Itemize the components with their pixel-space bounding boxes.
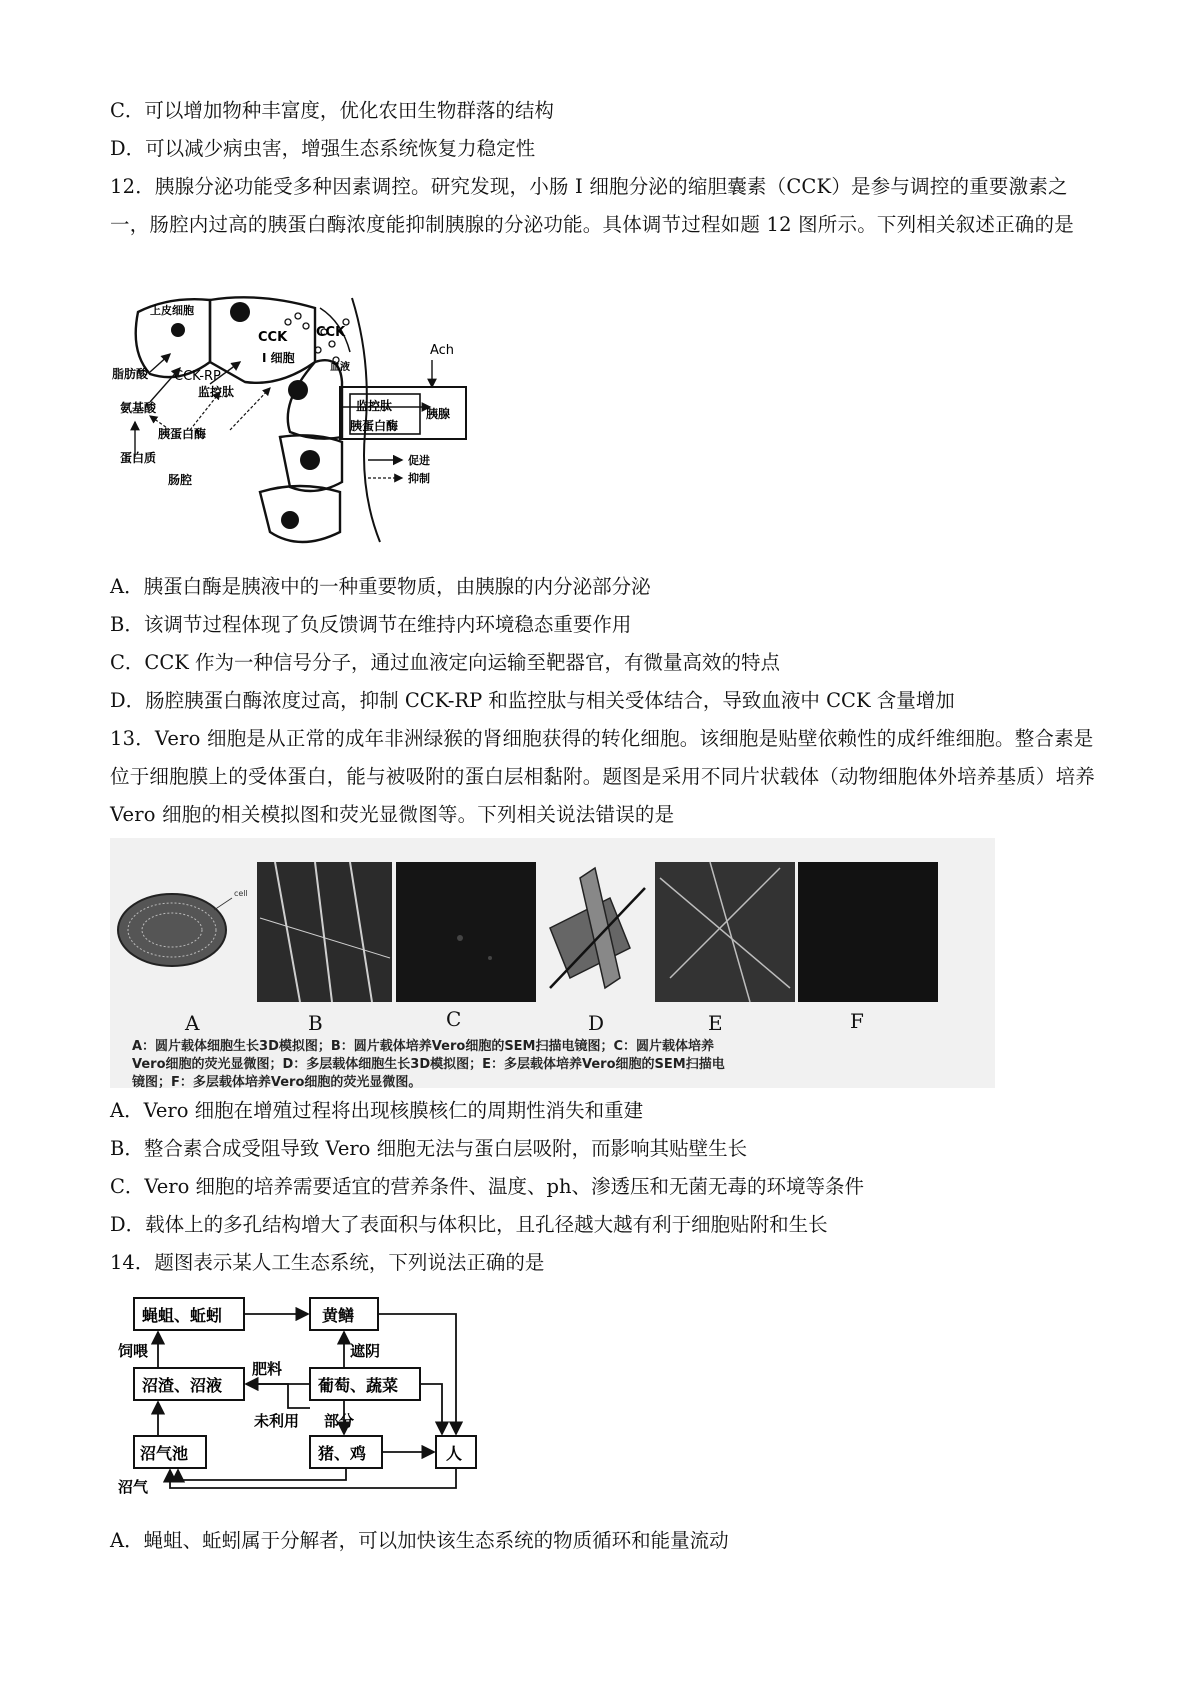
label-fatty-acid: 脂肪酸 — [112, 367, 149, 381]
caption-line-1: A：圆片载体细胞生长3D模拟图；B：圆片载体培养Vero细胞的SEM扫描电镜图；C：圆片载体培养 — [132, 1039, 715, 1054]
label-unused: 未利用 — [254, 1412, 300, 1430]
legend-promote: 促进 — [408, 454, 430, 467]
label-a: A — [185, 1011, 200, 1035]
q14-stem: 14．题图表示某人工生态系统，下列说法正确的是 — [110, 1251, 545, 1274]
q13-option-d: D．载体上的多孔结构增大了表面积与体积比，且孔径越大越有利于细胞贴附和生长 — [110, 1213, 828, 1236]
panel-f-fluorescence — [798, 862, 938, 1002]
label-amino-acid: 氨基酸 — [120, 401, 157, 415]
legend-inhibit: 抑制 — [408, 472, 430, 485]
label-ach: Ach — [430, 343, 455, 358]
panel-c-fluorescence — [396, 862, 536, 1002]
nucleus — [281, 511, 299, 529]
text-residue: 沼渣、沼液 — [142, 1376, 223, 1395]
nucleus — [171, 323, 185, 337]
nucleus — [288, 380, 308, 400]
label-biogas: 沼气 — [118, 1478, 149, 1496]
q13-option-b: B．整合素合成受阻导致 Vero 细胞无法与蛋白层吸附，而影响其贴壁生长 — [110, 1137, 748, 1160]
q12-option-b: B．该调节过程体现了负反馈调节在维持内环境稳态重要作用 — [110, 613, 632, 636]
text-pigs: 猪、鸡 — [318, 1444, 367, 1463]
caption-line-3: 镜图；F：多层载体培养Vero细胞的荧光显微图。 — [132, 1075, 422, 1088]
text-human: 人 — [446, 1444, 463, 1463]
q11-option-c: C．可以增加物种丰富度，优化农田生物群落的结构 — [110, 99, 554, 122]
label-shade: 遮阴 — [350, 1342, 381, 1360]
caption-line-2: Vero细胞的荧光显微图；D：多层载体细胞生长3D模拟图；E：多层载体培养Vero细胞的SEM扫描电 — [132, 1057, 725, 1072]
q12-option-d: D．肠腔胰蛋白酶浓度过高，抑制 CCK-RP 和监控肽与相关受体结合，导致血液中 CCK 含量增加 — [110, 689, 955, 712]
text-grapes: 葡萄、蔬菜 — [318, 1376, 399, 1395]
label-e: E — [708, 1011, 723, 1035]
label-cck-mid: CCK — [316, 325, 346, 340]
q12-option-c: C．CCK 作为一种信号分子，通过血液定向运输至靶器官，有微量高效的特点 — [110, 651, 781, 674]
q11-option-d: D．可以减少病虫害，增强生态系统恢复力稳定性 — [110, 137, 536, 160]
label-protein: 蛋白质 — [120, 451, 157, 465]
label-b: B — [308, 1011, 323, 1035]
panel-a-cell-tag: cell — [234, 889, 248, 898]
label-part: 部分 — [324, 1412, 355, 1430]
label-monitor-peptide: 监控肽 — [198, 385, 235, 399]
nucleus — [300, 450, 320, 470]
epithelial-cell-4 — [260, 486, 340, 542]
label-f: F — [850, 1009, 864, 1033]
q14-option-a: A．蝇蛆、蚯蚓属于分解者，可以加快该生态系统的物质循环和能量流动 — [110, 1529, 729, 1552]
label-i-cell: I 细胞 — [262, 351, 295, 365]
label-trypsin: 胰蛋白酶 — [158, 427, 207, 441]
q13-stem: 13．Vero 细胞是从正常的成年非洲绿猴的肾细胞获得的转化细胞。该细胞是贴壁依赖性的成纤维细胞。整合素是位于细胞膜上的受体蛋白，能与被吸附的蛋白层相黏附。题图是采用不同片状载体（动物细胞体外培养基质）培养 Vero 细胞的相关模拟图和荧光显微图等。下列相关说法错误的是 — [110, 727, 1096, 826]
q14-ecosystem-figure — [118, 1290, 488, 1500]
box-label-monitor: 监控肽 — [356, 399, 393, 413]
panel-e-sem — [655, 862, 795, 1002]
q13-option-a: A．Vero 细胞在增殖过程将出现核膜核仁的周期性消失和重建 — [110, 1099, 644, 1122]
label-epithelium: 上皮细胞 — [150, 304, 194, 317]
q12-option-a: A．胰蛋白酶是胰液中的一种重要物质，由胰腺的内分泌部分泌 — [110, 575, 651, 598]
panel-a-disc — [118, 894, 226, 966]
text-maggot: 蝇蛆、蚯蚓 — [142, 1306, 223, 1325]
text-eel: 黄鳝 — [322, 1306, 355, 1325]
label-lumen: 肠腔 — [168, 473, 193, 487]
label-cck-top: CCK — [258, 330, 288, 345]
q12-regulation-figure — [110, 292, 530, 552]
label-c: C — [446, 1007, 462, 1031]
label-pancreas: 胰腺 — [426, 407, 451, 421]
label-blood: 血液 — [330, 362, 350, 373]
nucleus — [230, 302, 250, 322]
label-cck-rp: CCK-RP — [174, 369, 221, 384]
label-d: D — [588, 1011, 605, 1035]
q13-option-c: C．Vero 细胞的培养需要适宜的营养条件、温度、ph、渗透压和无菌无毒的环境等条件 — [110, 1175, 865, 1198]
q13-vero-figure — [110, 838, 995, 1088]
label-feed: 饲喂 — [118, 1342, 149, 1360]
q12-stem: 12．胰腺分泌功能受多种因素调控。研究发现，小肠 I 细胞分泌的缩胆囊素（CCK）是参与调控的重要激素之一，肠腔内过高的胰蛋白酶浓度能抑制胰腺的分泌功能。具体调节过程如题 12 图所示。下列相关叙述正确的是 — [110, 175, 1074, 236]
box-label-trypsin: 胰蛋白酶 — [350, 419, 399, 433]
text-biogas-pool: 沼气池 — [140, 1444, 189, 1463]
label-manure: 肥料 — [252, 1360, 283, 1378]
